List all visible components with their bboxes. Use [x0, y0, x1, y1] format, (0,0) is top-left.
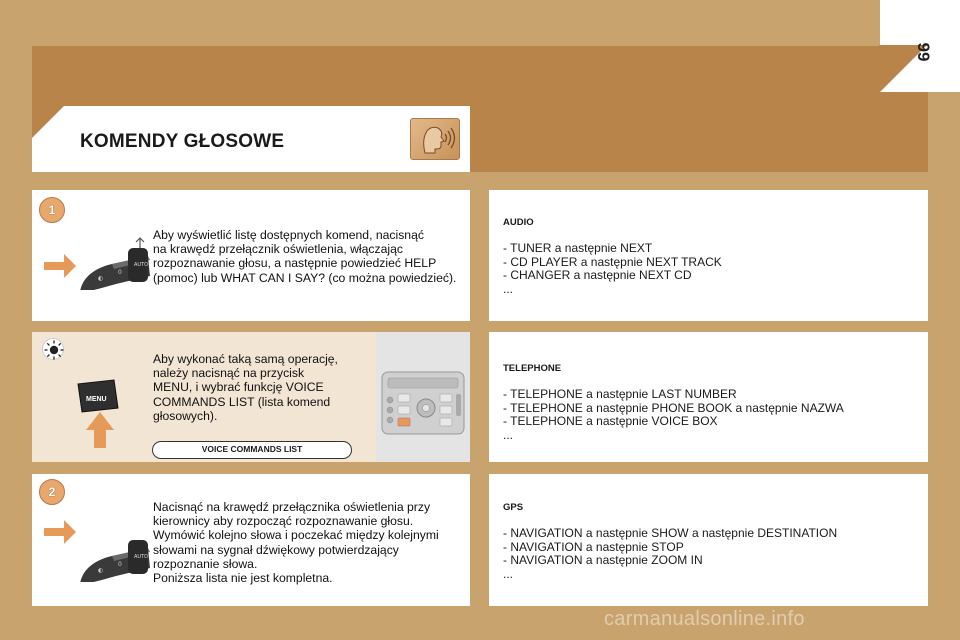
voice-command-icon — [410, 118, 460, 160]
step-1-badge: 1 — [39, 197, 65, 223]
step-1-line: Aby wyświetlić listę dostępnych komend, nacisnąć — [153, 228, 424, 242]
step-2-line: Nacisnąć na krawędź przełącznika oświetlenia przy — [153, 500, 431, 514]
svg-text:AUTO: AUTO — [134, 554, 149, 560]
step-2-line: Poniższa lista nie jest kompletna. — [153, 571, 333, 586]
light-stalk-illustration-2 — [42, 512, 152, 582]
command-line: ... — [503, 281, 514, 296]
tip-badge — [42, 338, 64, 360]
tip-line: należy nacisnąć na przycisk — [153, 366, 305, 381]
svg-text:◐: ◐ — [98, 275, 104, 282]
step-2-line: słowami na sygnał dźwiękowy potwierdzający — [153, 542, 399, 557]
audio-section-title: AUDIO — [503, 217, 534, 228]
page-title: KOMENDY GŁOSOWE — [80, 131, 285, 152]
tip-line: głosowych). — [153, 408, 218, 423]
telephone-commands — [503, 388, 844, 442]
lightbulb-icon — [43, 339, 65, 361]
step-1-panel — [32, 190, 470, 321]
menu-key-label: MENU — [86, 396, 107, 403]
step-1-line: rozpoznawanie głosu, a następnie powiedzieć HELP — [153, 256, 437, 271]
svg-text:AUTO: AUTO — [134, 262, 149, 268]
radio-unit-illustration — [376, 332, 470, 462]
step-2-line: Wymówić kolejno słowa i poczekać między kolejnymi — [153, 528, 439, 543]
command-line: - TELEPHONE a następnie PHONE BOOK a następnie NAZWA — [503, 400, 844, 415]
step-2-line: rozpoznanie słowa. — [153, 556, 258, 571]
svg-text:0: 0 — [118, 269, 122, 276]
step-1-line: (pomoc) lub WHAT CAN I SAY? (co można powiedzieć). — [153, 270, 457, 285]
step-1-line: na krawędź przełącznik oświetlenia, włączając — [153, 242, 403, 257]
tip-text — [153, 352, 373, 423]
title-card — [32, 106, 470, 172]
telephone-section-title: TELEPHONE — [503, 363, 562, 374]
gps-section-title: GPS — [503, 502, 524, 513]
step-2-badge: 2 — [39, 479, 65, 505]
command-line: - TELEPHONE a następnie VOICE BOX — [503, 414, 718, 429]
command-line: - NAVIGATION a następnie ZOOM IN — [503, 553, 703, 568]
page-number: 99 — [914, 42, 933, 62]
radio-illustration-box — [376, 332, 470, 462]
tip-line: Aby wykonać taką samą operację, — [153, 352, 338, 366]
command-line: ... — [503, 566, 514, 581]
command-line: - TUNER a następnie NEXT — [503, 241, 653, 255]
tip-line: COMMANDS LIST (lista komend — [153, 394, 331, 409]
command-line: - CD PLAYER a następnie NEXT TRACK — [503, 254, 722, 269]
menu-button-illustration — [74, 378, 134, 458]
light-stalk-illustration — [42, 220, 152, 290]
command-line: ... — [503, 427, 514, 442]
telephone-panel — [489, 332, 928, 462]
command-line: - NAVIGATION a następnie SHOW a następnie DESTINATION — [503, 526, 838, 540]
command-line: - TELEPHONE a następnie LAST NUMBER — [503, 387, 737, 401]
audio-panel — [489, 190, 928, 321]
watermark: carmanualsonline.info — [604, 608, 805, 630]
step-2-line: kierownicy aby rozpocząć rozpoznawanie głosu. — [153, 514, 414, 529]
audio-commands — [503, 242, 722, 296]
step-2-panel — [32, 474, 470, 606]
gps-commands — [503, 527, 837, 581]
tip-line: MENU, i wybrać funkcję VOICE — [153, 380, 324, 395]
command-line: - NAVIGATION a następnie STOP — [503, 539, 684, 554]
svg-text:0: 0 — [118, 561, 122, 568]
gps-panel — [489, 474, 928, 606]
voice-commands-list-label: VOICE COMMANDS LIST — [152, 441, 352, 459]
step-2-text — [153, 500, 469, 585]
command-line: - CHANGER a następnie NEXT CD — [503, 268, 692, 283]
step-1-text — [153, 228, 469, 285]
svg-text:◐: ◐ — [98, 567, 104, 574]
